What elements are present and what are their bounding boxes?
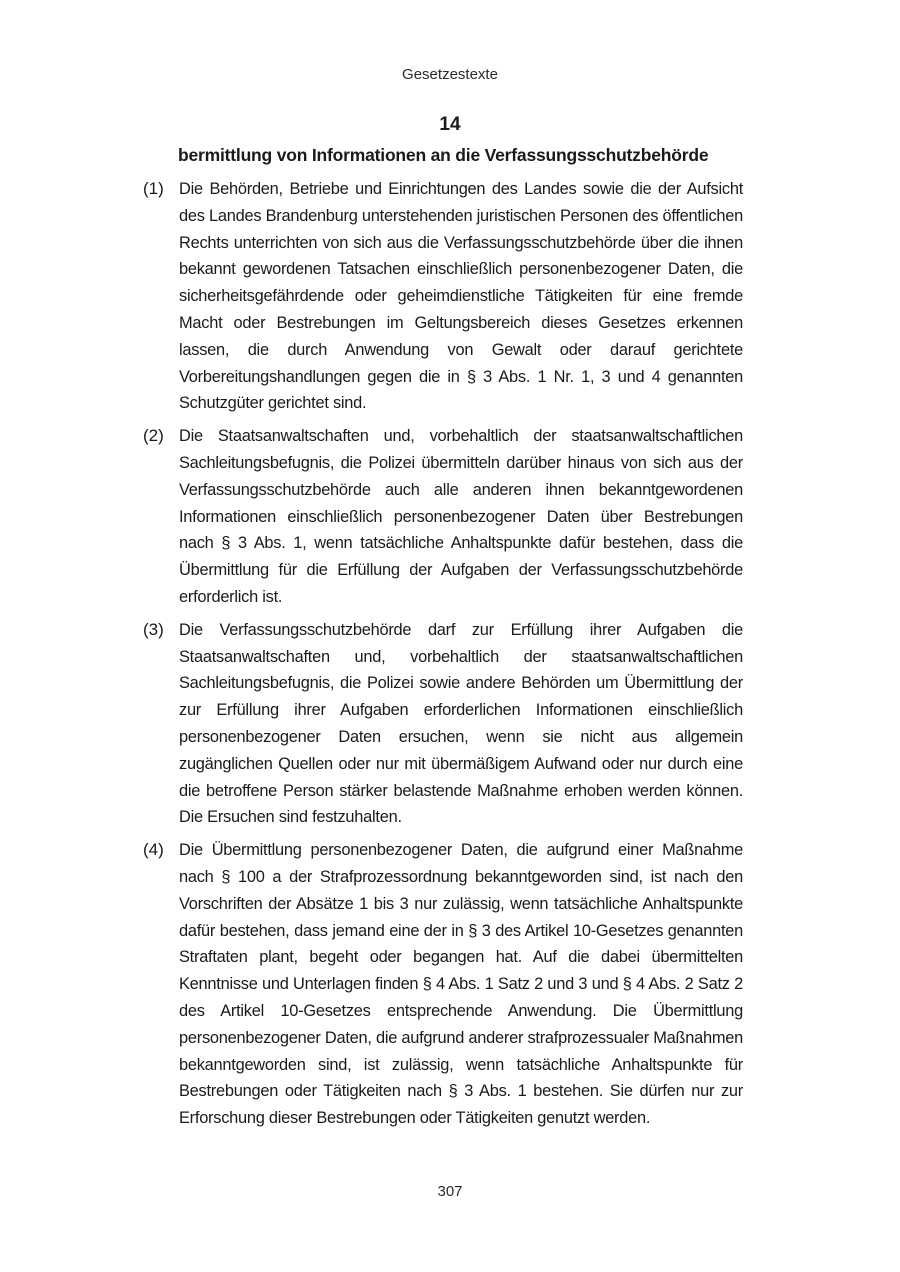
paragraph-text: Die Verfassungsschutzbehörde darf zur Erfüllung ihrer Aufgaben die Staatsanwaltschaften und, vorbehaltlich der staatsanwaltschaftlichen Sachleitungsbefugnis, die Polizei sowie andere Behörden um Übermittlung der zur Erfüllung ihrer Aufgaben erforderlichen Informationen einschließlich personenbezogener Daten ersuchen, wenn sie nicht aus allgemein zugänglichen Quellen oder nur mit übermäßigem Aufwand oder nur durch eine die betroffene Person stärker belastende Maßnahme erhoben werden können. Die Ersuchen sind festzuhalten. [179, 620, 743, 827]
paragraph-text: Die Staatsanwaltschaften und, vorbehaltlich der staatsanwaltschaftlichen Sachleitungsbefugnis, die Polizei übermitteln darüber hinaus von sich aus der Verfassungsschutzbehörde auch alle anderen ihnen bekanntgewordenen Informationen einschließlich personenbezogener Daten über Bestrebungen nach § 3 Abs. 1, wenn tatsächliche Anhaltspunkte dafür bestehen, dass die Übermittlung für die Erfüllung der Aufgaben der Verfassungsschutzbehörde erforderlich ist. [179, 427, 743, 606]
paragraph-1 [143, 176, 743, 417]
section-number: 14 [439, 114, 461, 135]
paragraph-text: Die Übermittlung personenbezogener Daten, die aufgrund einer Maßnahme nach § 100 a der Strafprozessordnung bekanntgeworden sind, ist nach den Vorschriften der Absätze 1 bis 3 nur zulässig, wenn tatsächliche Anhaltspunkte dafür bestehen, dass jemand eine der in § 3 des Artikel 10-Gesetzes genannten Straftaten plant, begeht oder begangen hat. Auf die dabei übermittelten Kenntnisse und Unterlagen finden § 4 Abs. 1 Satz 2 und 3 und § 4 Abs. 2 Satz 2 des Artikel 10-Gesetzes entsprechende Anwendung. Die Übermittlung personenbezogener Daten, die aufgrund anderer strafprozessualer Maßnahmen bekanntgeworden sind, ist zulässig, wenn tatsächliche Anhaltspunkte für Bestrebungen oder Tätigkeiten nach § 3 Abs. 1 bestehen. Sie dürfen nur zur Erforschung dieser Bestrebungen oder Tätigkeiten genutzt werden. [179, 841, 743, 1128]
paragraph-number: (3) [143, 619, 164, 639]
paragraph-3 [143, 617, 743, 831]
section-body [143, 176, 743, 1138]
paragraph-number: (4) [143, 840, 164, 860]
paragraph-2 [143, 423, 743, 611]
paragraph-text: Die Behörden, Betriebe und Einrichtungen des Landes sowie die der Aufsicht des Landes Brandenburg unterstehenden juristischen Personen des öffentlichen Rechts unterrichten von sich aus die Verfassungsschutzbehörde über die ihnen bekannt gewordenen Tatsachen einschließlich personenbezogener Daten, die sicherheitsgefährdende oder geheimdienstliche Tätigkeiten für eine fremde Macht oder Bestrebungen im Geltungsbereich dieses Gesetzes erkennen lassen, die durch Anwendung von Gewalt oder darauf gerichtete Vorbereitungshandlungen gegen die in § 3 Abs. 1 Nr. 1, 3 und 4 genannten Schutzgüter gerichtet sind. [179, 180, 743, 413]
running-header: Gesetzestexte [402, 66, 498, 83]
paragraph-number: (1) [143, 179, 164, 198]
paragraph-number: (2) [143, 426, 164, 446]
page-number: 307 [437, 1183, 463, 1200]
paragraph-4 [143, 837, 743, 1132]
section-title: bermittlung von Informationen an die Verfassungsschutzbehörde [178, 145, 709, 165]
